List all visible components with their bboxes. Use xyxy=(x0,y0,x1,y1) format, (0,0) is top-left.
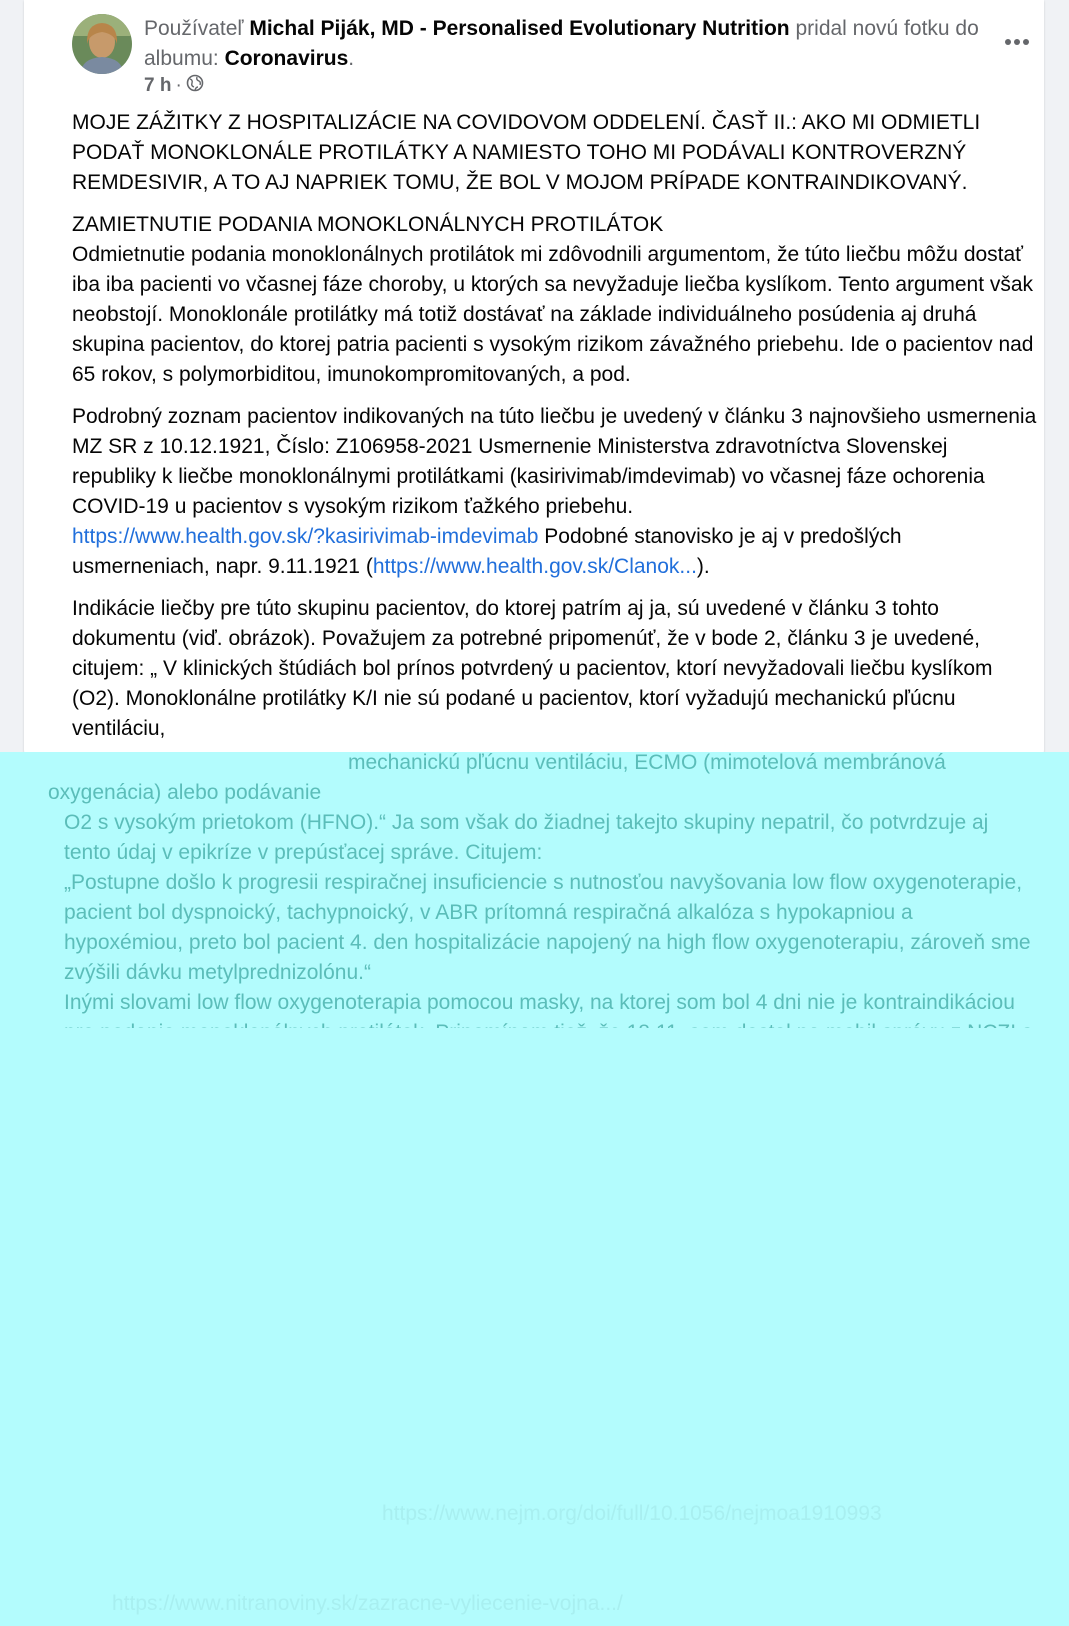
section-heading: ZAMIETNUTIE PODANIA MONOKLONÁLNYCH PROTILÁTOK xyxy=(72,213,664,236)
header-suffix: . xyxy=(348,47,355,70)
nitranoviny-link[interactable]: https://www.nitranoviny.sk/zazracne-vyliecenie-vojna.../ xyxy=(112,1592,623,1615)
nejm-link[interactable]: https://www.nejm.org/doi/full/10.1056/nejmoa1910993 xyxy=(382,1502,882,1525)
post-time[interactable]: 7 h xyxy=(144,75,172,96)
meta-separator: · xyxy=(175,75,182,96)
overlay-paragraph-2: „Postupne došlo k progresii respiračnej insuficiencie s nutnosťou navyšovania low flow oxygenoterapie, pacient bol dyspnoický, tachypnoický, v ABR prítomná respiračná alkalóza s hypokapniou a hypoxémiou, preto bol pacient 4. den hospitalizácie napojený na high flow oxygenoterapiu, zároveň sme zvýšili dávku metylprednizolónu.“ xyxy=(64,871,1031,984)
post-card xyxy=(24,0,1044,760)
author-name-link[interactable]: Michal Piják, MD - Personalised Evolutionary Nutrition xyxy=(249,17,790,40)
overlay-paragraph-1: O2 s vysokým prietokom (HFNO).“ Ja som však do žiadnej takejto skupiny nepatril, čo potvrdzuje aj tento údaj v epikríze v prepúsťacej správe. Citujem: xyxy=(64,811,989,864)
cyan-overlay xyxy=(0,752,1069,1626)
globe-icon xyxy=(186,74,204,98)
author-avatar[interactable] xyxy=(72,14,132,74)
health-gov-link-2[interactable]: https://www.health.gov.sk/Clanok... xyxy=(372,555,697,578)
health-gov-link-1[interactable]: https://www.health.gov.sk/?kasirivimab-imdevimab xyxy=(72,525,539,548)
post-title: MOJE ZÁŽITKY Z HOSPITALIZÁCIE NA COVIDOVOM ODDELENÍ. ČASŤ II.: AKO MI ODMIETLI PODAŤ MONOKLONÁLE PROTILÁTKY A NAMIESTO TOHO MI PODÁVALI KONTROVERZNÝ REMDESIVIR, A TO AJ NAPRIEK TOMU, ŽE BOL V MOJOM PRÍPADE KONTRAINDIKOVANÝ. xyxy=(72,111,981,194)
header-prefix: Používateľ xyxy=(144,17,244,40)
paragraph-1: Odmietnutie podania monoklonálnych protilátok mi zdôvodnili argumentom, že túto liečbu môžu dostať iba iba pacienti vo včasnej fáze choroby, u ktorých sa nevyžaduje liečba kyslíkom. Tento argument však neobstojí. Monoklonále protilátky má totiž dostávať na základe individuálneho posúdenia aj druhá skupina pacientov, do ktorej patria pacienti s vysokým rizikom závažného priebehu. Ide o pacientov nad 65 rokov, s polymorbiditou, imunokompromitovaných, a pod. xyxy=(72,243,1034,386)
paragraph-2: Podrobný zoznam pacientov indikovaných na túto liečbu je uvedený v článku 3 najnovšieho usmernenia MZ SR z 10.12.1921, Číslo: Z106958-2021 Usmernenie Ministerstva zdravotníctva Slovenskej republiky k liečbe monoklonálnymi protilátkami (kasirivimab/imdevimab) vo včasnej fáze ochorenia COVID-19 u pacientov s vysokým rizikom ťažkého priebehu. xyxy=(72,405,1037,518)
more-options-icon[interactable] xyxy=(1002,28,1032,56)
paragraph-3: Indikácie liečby pre túto skupinu pacientov, do ktorej patrím aj ja, sú uvedené v článku 3 tohto dokumentu (viď. obrázok). Považujem za potrebné pripomenúť, že v bode 2, článku 3 je uvedené, citujem: „ V klinických štúdiách bol prínos potvrdený u pacientov, ktorí nevyžadovali liečbu kyslíkom (O2). Monoklonálne protilátky K/I nie sú podané u pacientov, ktorí vyžadujú mechanickú pľúcnu ventiláciu, xyxy=(72,597,993,740)
avatar-image xyxy=(72,14,132,74)
paragraph-2-end: ). xyxy=(696,555,710,578)
overlay-lower-block xyxy=(0,1028,1069,1626)
overlay-line-0: mechanickú pľúcnu ventiláciu, ECMO (mimotelová membránová oxygenácia) alebo podávanie xyxy=(48,752,946,804)
header-action: pridal novú fotku do albumu: xyxy=(144,17,979,70)
paragraph-2-middle: Podobné stanovisko je aj v predošlých usmerneniach, napr. 9.11.1921 ( xyxy=(72,525,902,578)
post-meta xyxy=(144,74,204,98)
post-body xyxy=(72,108,1037,756)
overlay-paragraph-3: Inými slovami low flow oxygenoterapia pomocou masky, na ktorej som bol 4 dni nie je kontraindikáciou xyxy=(64,991,1015,1014)
album-link[interactable]: Coronavirus xyxy=(224,47,349,70)
post-header xyxy=(144,14,984,74)
